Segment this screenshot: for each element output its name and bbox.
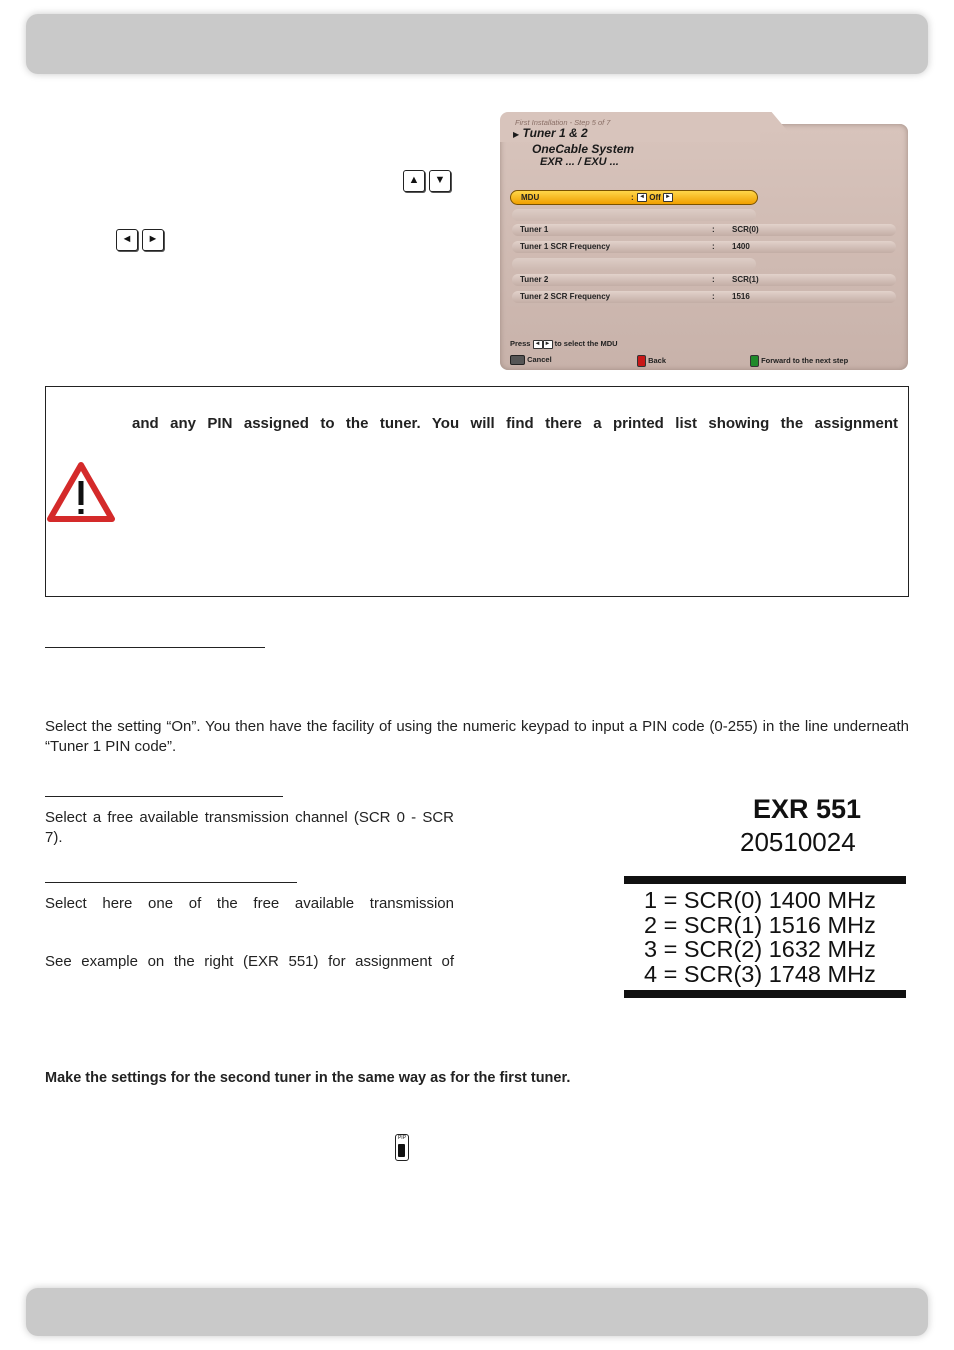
- osd-row-tuner1[interactable]: [512, 224, 896, 236]
- osd-row-label: Tuner 1 SCR Frequency: [520, 242, 611, 251]
- osd-hint-press: Press: [510, 339, 531, 348]
- tuner-select-paragraph: Select a free available transmission channel (SCR 0 - SCR 7).: [45, 809, 454, 846]
- osd-subtitle2: EXR ... / EXU ...: [540, 156, 619, 168]
- osd-row-label: Tuner 1: [520, 225, 549, 234]
- osd-title: [513, 126, 588, 140]
- right-arrow-key-icon: ►: [142, 229, 164, 251]
- pip-key-face: [398, 1144, 405, 1157]
- osd-title-text: Tuner 1 & 2: [522, 126, 588, 140]
- right-arrow-icon: ►: [663, 193, 673, 202]
- osd-row-label: Tuner 2: [520, 275, 549, 284]
- freq-select-paragraph: Select here one of the free available transmission: [45, 895, 454, 912]
- see-example-paragraph: See example on the right (EXR 551) for assignment of: [45, 953, 454, 970]
- pip-key-label: PIP: [397, 1135, 407, 1141]
- osd-row-value: SCR(0): [732, 225, 759, 234]
- header-band: [26, 14, 928, 74]
- left-arrow-key-icon: ◄: [116, 229, 138, 251]
- exr-bar-bottom: [624, 990, 906, 998]
- section-heading-underline: [45, 882, 297, 883]
- osd-cancel[interactable]: [510, 355, 552, 365]
- osd-row-sep: :: [712, 275, 715, 284]
- warning-text: and any PIN assigned to the tuner. You will find there a printed list showing the assignment: [132, 415, 898, 432]
- exr-model: EXR 551: [753, 794, 862, 824]
- osd-row-tuner2[interactable]: [512, 274, 896, 286]
- exit-button-icon: [510, 355, 525, 365]
- osd-row-label: Tuner 2 SCR Frequency: [520, 292, 611, 301]
- osd-row-value: 1516: [732, 292, 750, 301]
- down-arrow-key-icon: ▼: [429, 170, 451, 192]
- left-arrow-icon: ◄: [637, 193, 647, 202]
- footer-band: [26, 1288, 928, 1336]
- mdu-on-paragraph: Select the setting “On”. You then have the facility of using the numeric keypad to input a PIN code (0-255) in the line underneath “Tuner 1 PIN code”.: [45, 718, 909, 755]
- osd-row-tuner2-freq[interactable]: [512, 291, 896, 303]
- osd-row-tuner1-freq[interactable]: [512, 241, 896, 253]
- osd-mdu-control: [637, 191, 673, 204]
- osd-row-sep: :: [712, 292, 715, 301]
- osd-hint-text: to select the MDU: [554, 339, 618, 348]
- osd-row-sep: :: [712, 225, 715, 234]
- osd-row-disabled: [512, 209, 756, 221]
- osd-row-disabled: [512, 258, 756, 270]
- osd-step-label: First Installation - Step 5 of 7: [515, 118, 611, 127]
- osd-back[interactable]: [637, 355, 666, 367]
- second-tuner-paragraph: Make the settings for the second tuner in the same way as for the first tuner.: [45, 1070, 571, 1086]
- warning-box: [45, 386, 909, 597]
- osd-back-label: Back: [648, 355, 667, 365]
- osd-hint: [510, 339, 618, 349]
- green-button-icon: [750, 355, 759, 367]
- section-heading-underline: [45, 796, 283, 797]
- osd-row-value: SCR(1): [732, 275, 759, 284]
- section-heading-underline: [45, 647, 265, 648]
- up-arrow-key-icon: ▲: [403, 170, 425, 192]
- osd-mdu-sep: :: [631, 193, 634, 202]
- osd-row-value: 1400: [732, 242, 750, 251]
- osd-title-arrow-icon: ▶: [513, 130, 520, 139]
- exr-bar-top: [624, 876, 906, 884]
- pip-key-icon: [395, 1134, 409, 1161]
- osd-forward-label: Forward to the next step: [761, 355, 849, 365]
- exr-list-item: 1 = SCR(0) 1400 MHz: [644, 887, 876, 913]
- osd-cancel-label: Cancel: [527, 355, 552, 364]
- exr-code: 20510024: [740, 827, 856, 857]
- osd-mdu-row[interactable]: [510, 190, 758, 205]
- left-arrow-icon: ◄: [533, 340, 543, 349]
- right-arrow-icon: ►: [543, 340, 553, 349]
- osd-forward[interactable]: [750, 355, 848, 367]
- osd-subtitle1: OneCable System: [532, 142, 635, 156]
- warning-triangle-icon: [47, 461, 115, 523]
- red-button-icon: [637, 355, 646, 367]
- osd-mdu-value: Off: [649, 193, 661, 202]
- osd-screen: [500, 112, 908, 370]
- exr-list-item: 4 = SCR(3) 1748 MHz: [644, 961, 876, 987]
- osd-mdu-label: MDU: [521, 193, 540, 202]
- exr-list-item: 3 = SCR(2) 1632 MHz: [644, 936, 876, 962]
- exr-list-item: 2 = SCR(1) 1516 MHz: [644, 912, 876, 938]
- osd-row-sep: :: [712, 242, 715, 251]
